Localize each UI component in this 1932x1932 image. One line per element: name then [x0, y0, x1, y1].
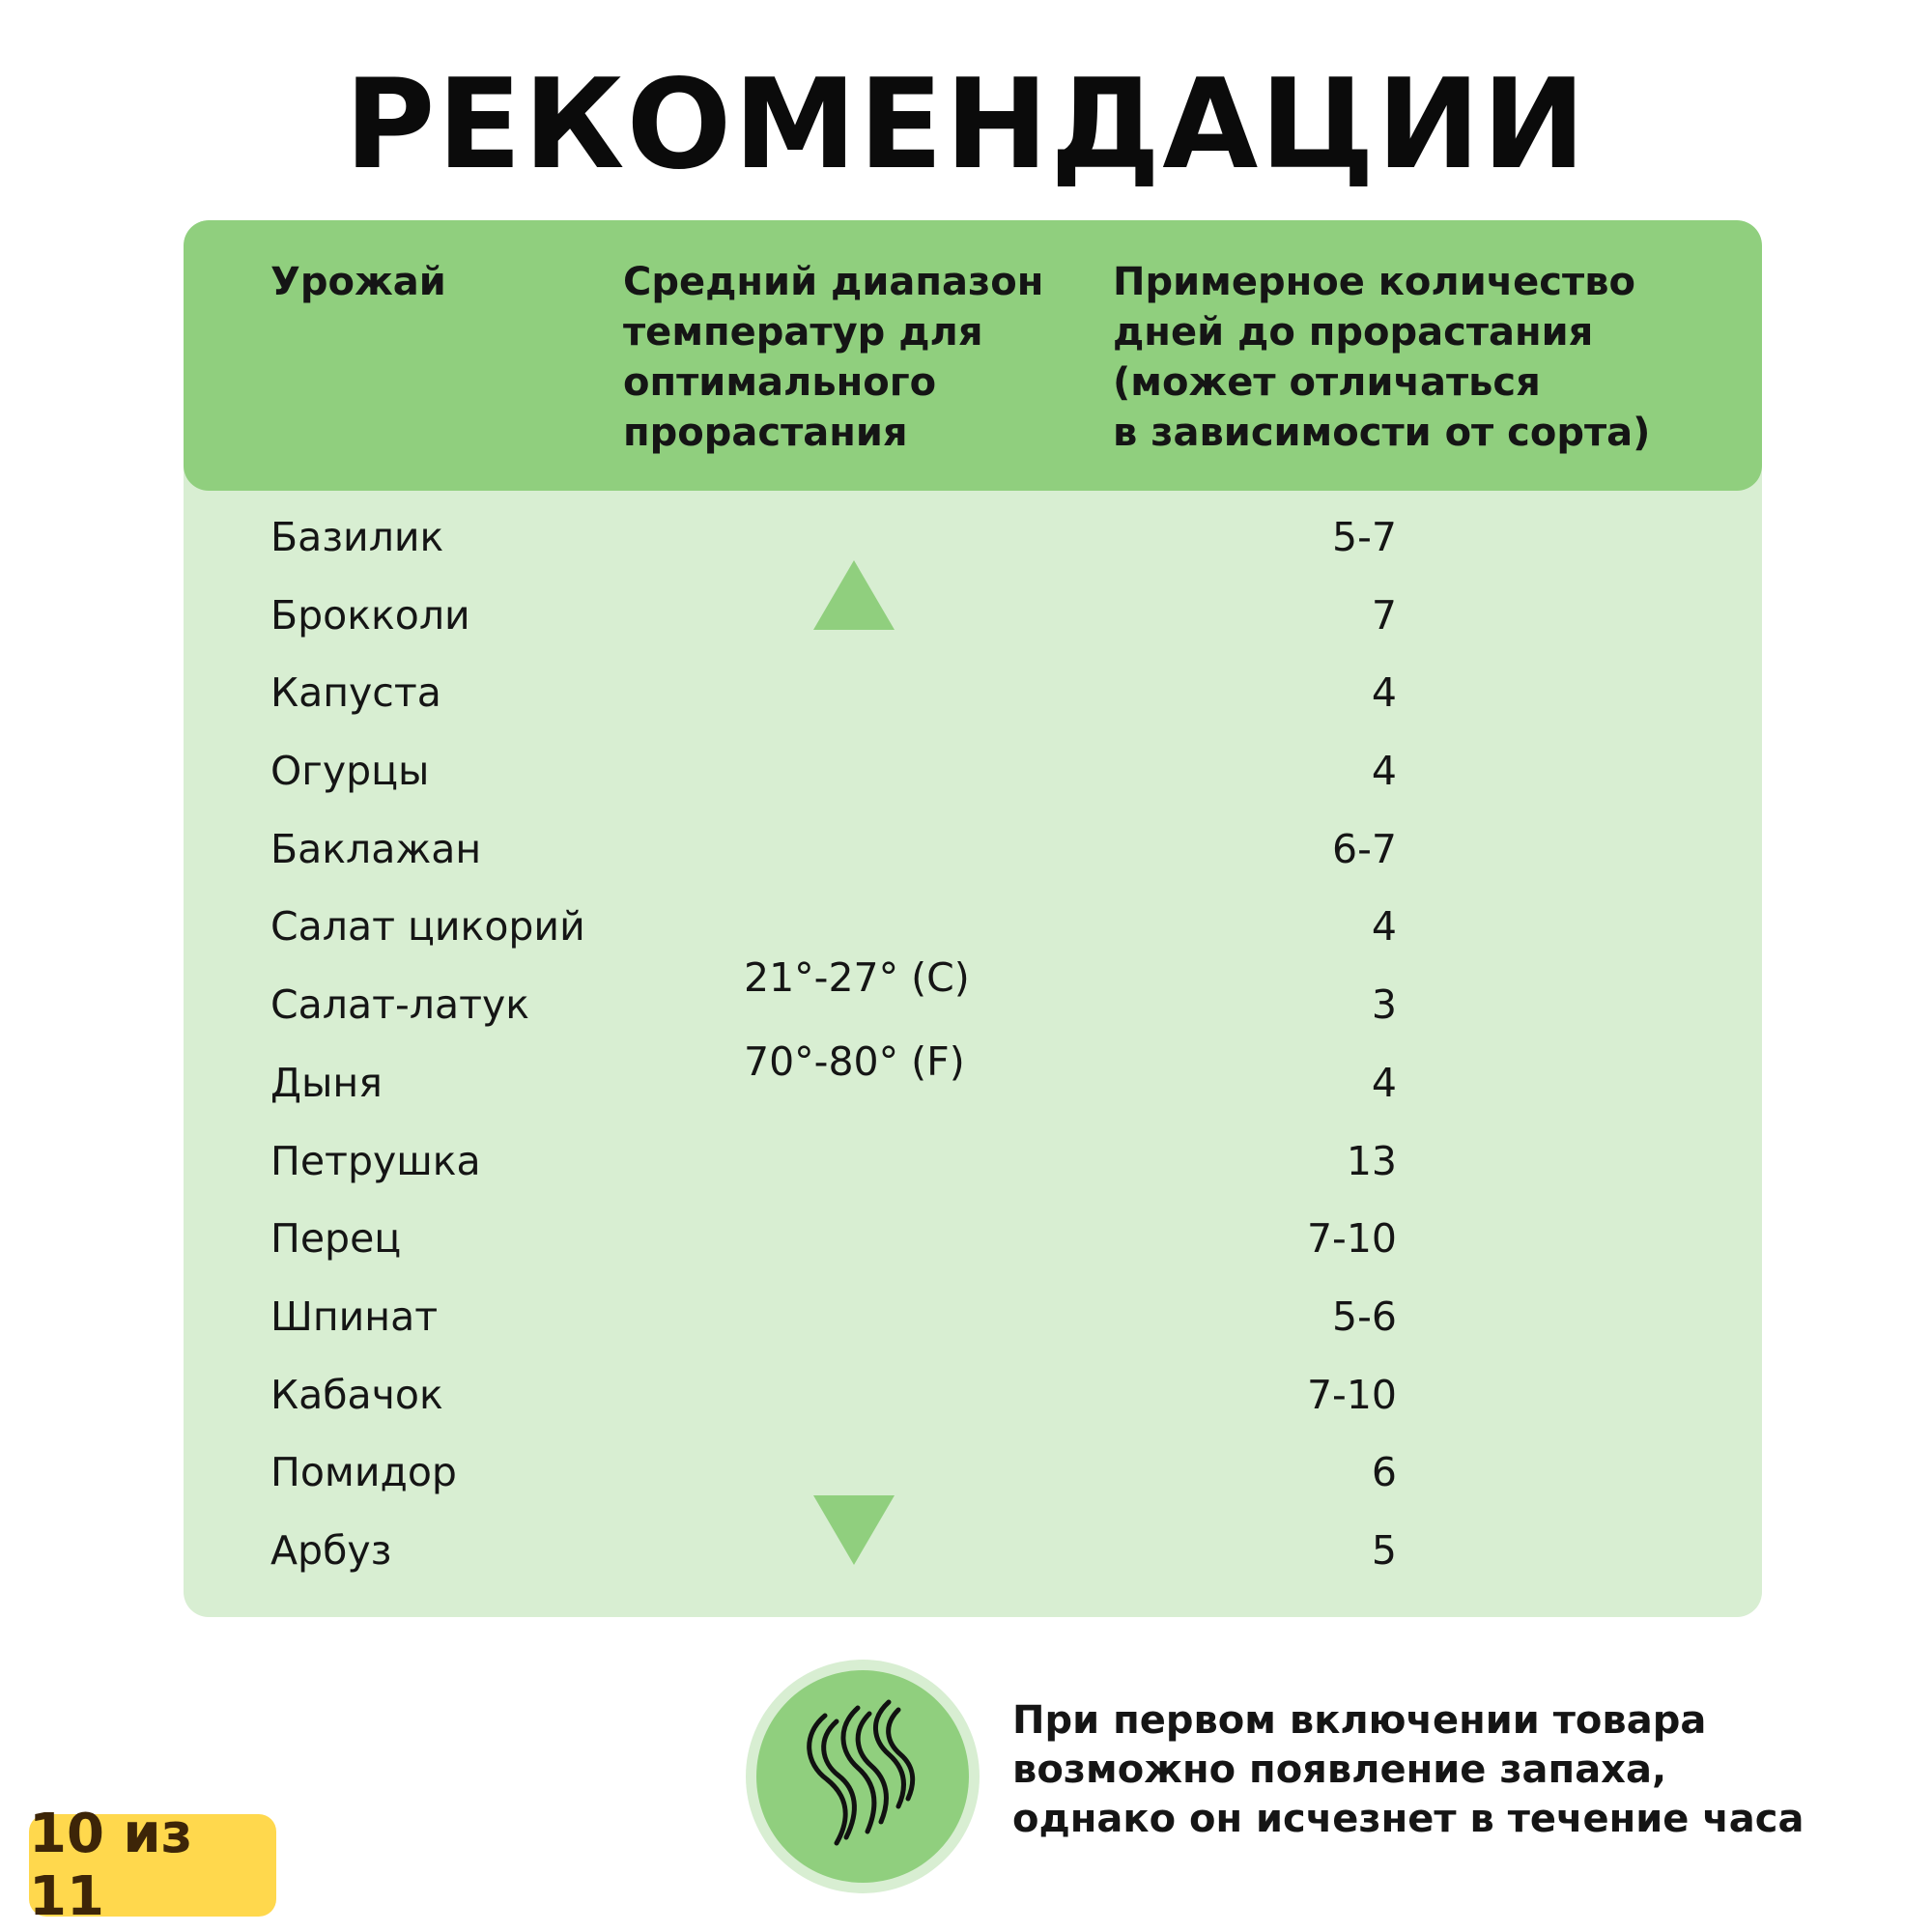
table-row	[184, 966, 1762, 1044]
crop-name: Дыня	[270, 1059, 383, 1106]
triangle-down-icon	[813, 1495, 895, 1565]
table-row	[184, 1200, 1762, 1278]
germination-days: 4	[1371, 748, 1397, 795]
temperature-fahrenheit: 70°-80° (F)	[744, 1038, 965, 1085]
germination-days: 6-7	[1332, 825, 1397, 872]
crop-name: Брокколи	[270, 591, 470, 639]
table-row	[184, 577, 1762, 655]
crop-name: Баклажан	[270, 825, 482, 872]
germination-days: 6	[1371, 1449, 1397, 1496]
crop-name: Шпинат	[270, 1293, 439, 1340]
page-title: РЕКОМЕНДАЦИИ	[344, 53, 1588, 197]
germination-days: 13	[1346, 1137, 1397, 1184]
triangle-up-icon	[813, 560, 895, 630]
crop-name: Салат цикорий	[270, 903, 585, 951]
crop-name: Салат-латук	[270, 981, 530, 1029]
germination-days: 7-10	[1306, 1215, 1397, 1263]
table-row	[184, 732, 1762, 810]
germination-days: 7-10	[1306, 1371, 1397, 1418]
crop-name: Помидор	[270, 1449, 457, 1496]
header-days: Примерное количество дней до прорастания (может отличаться в зависимости от сорта)	[1113, 260, 1651, 455]
germination-days: 5	[1371, 1526, 1397, 1574]
table-body	[184, 498, 1762, 1590]
table-row	[184, 1278, 1762, 1356]
crop-name: Кабачок	[270, 1371, 443, 1418]
germination-days: 7	[1371, 591, 1397, 639]
table-row	[184, 1044, 1762, 1122]
crop-name: Арбуз	[270, 1526, 392, 1574]
germination-days: 5-6	[1332, 1293, 1397, 1340]
germination-days: 5-7	[1332, 514, 1397, 560]
smell-waves-icon	[746, 1660, 980, 1893]
header-crop: Урожай	[270, 260, 446, 304]
page-indicator: 10 из 11	[29, 1814, 276, 1917]
table-row	[184, 1356, 1762, 1435]
germination-days: 4	[1371, 1059, 1397, 1106]
table-header	[184, 220, 1762, 491]
crop-name: Базилик	[270, 514, 444, 560]
table-row	[184, 1512, 1762, 1590]
germination-days: 3	[1371, 981, 1397, 1029]
table-row	[184, 498, 1762, 577]
germination-table	[184, 220, 1762, 1617]
table-row	[184, 1434, 1762, 1512]
crop-name: Петрушка	[270, 1137, 481, 1184]
header-temperature: Средний диапазон температур для оптимального прорастания	[623, 260, 1044, 455]
germination-days: 4	[1371, 669, 1397, 717]
table-row	[184, 1122, 1762, 1201]
crop-name: Капуста	[270, 669, 441, 717]
germination-days: 4	[1371, 903, 1397, 951]
temperature-celsius: 21°-27° (C)	[744, 954, 970, 1001]
crop-name: Огурцы	[270, 748, 430, 795]
table-row	[184, 810, 1762, 889]
odor-note: При первом включении товара возможно появление запаха, однако он исчезнет в течение часа	[1012, 1698, 1804, 1841]
table-row	[184, 654, 1762, 732]
crop-name: Перец	[270, 1215, 402, 1263]
table-row	[184, 888, 1762, 966]
